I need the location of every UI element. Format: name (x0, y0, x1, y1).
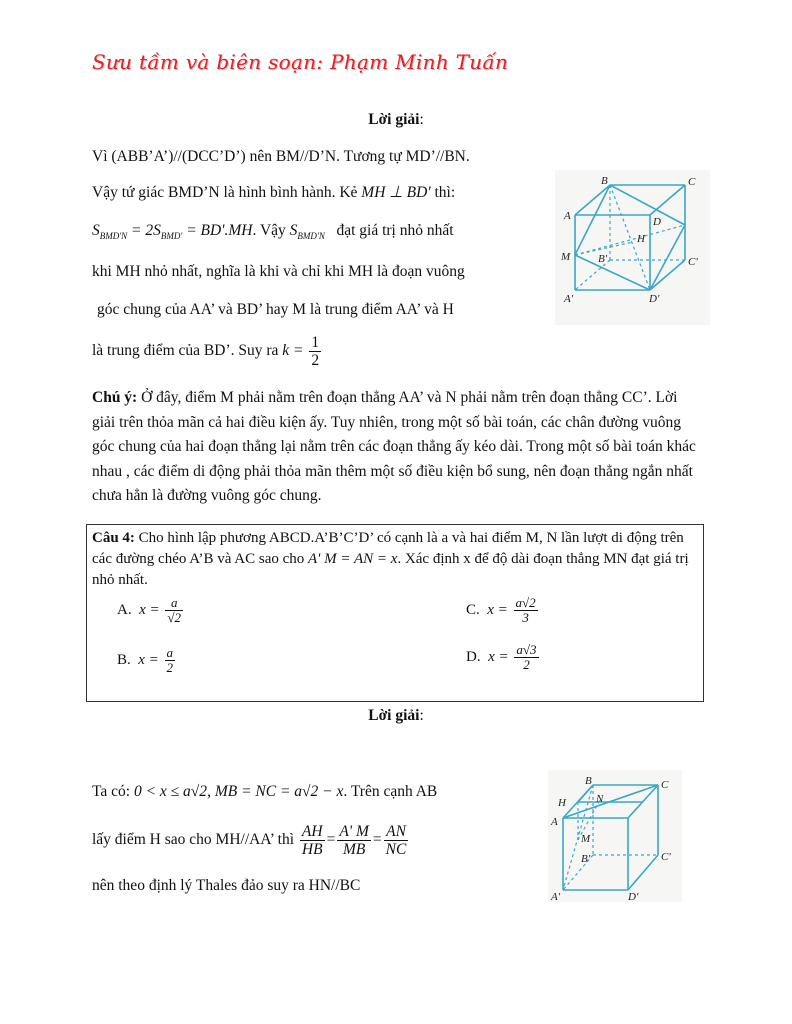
choice-lhs: x = (487, 601, 508, 618)
cube-diagram-1 (555, 170, 710, 325)
vertex-label: B' (598, 253, 608, 265)
solution-title-text: Lời giải (368, 707, 420, 724)
area-expression (92, 222, 252, 239)
vertex-label: D' (649, 293, 660, 305)
question-condition: A' M = AN = x (308, 551, 398, 567)
vertex-label: H (637, 233, 645, 245)
solution1-line5: góc chung của AA’ và BD’ hay M là trung điểm AA’ và H (97, 301, 454, 318)
choice-fraction (165, 596, 183, 625)
choice-letter: D. (466, 648, 481, 665)
vertex-label: M (561, 251, 571, 263)
solution1-line2-text: Vậy tứ giác BMD’N là hình bình hành. Kẻ (92, 184, 358, 201)
solution-title-1 (0, 110, 792, 130)
fraction-numerator: A' M (339, 822, 369, 840)
choice-c[interactable] (466, 596, 540, 625)
area-product: = BD'.MH (186, 222, 253, 239)
note-label: Chú ý: (92, 389, 138, 406)
solution1-line3-text: . Vậy (252, 222, 286, 239)
fraction-numerator: 1 (311, 334, 320, 351)
area-symbol: S (92, 222, 100, 239)
solution-title-colon: : (419, 707, 424, 724)
solution1-line6-text: là trung điểm của BD’. Suy ra (92, 342, 279, 360)
vertex-label: A' (551, 891, 561, 902)
question-label: Câu 4: (92, 530, 135, 546)
vertex-label: B (585, 775, 592, 787)
fraction-numerator: a√3 (516, 642, 537, 657)
solution2-line1-text: Ta có: (92, 783, 131, 800)
comma: , (207, 783, 211, 800)
vertex-label: H (558, 797, 566, 809)
vertex-label: C' (688, 256, 698, 268)
solution1-line2-end: thì: (434, 184, 456, 201)
vertex-label: C' (661, 851, 671, 863)
perpendicular-expression: MH ⊥ BD' (361, 184, 431, 201)
equals-sign: = (326, 831, 336, 848)
area-subscript: BMD'N (99, 231, 128, 241)
choice-letter: C. (466, 601, 480, 618)
choice-fraction (165, 646, 176, 675)
fraction-denominator: HB (301, 840, 323, 858)
fraction-numerator: AN (384, 823, 409, 841)
choice-a[interactable] (117, 596, 185, 625)
solution-title-2 (0, 706, 792, 726)
choice-lhs: x = (139, 601, 160, 618)
area-subscript: BMD'N (297, 231, 325, 241)
fraction-denominator: MB (342, 840, 366, 858)
area-symbol: S (289, 222, 298, 239)
question-text: Cho hình lập phương ABCD.A’B’C’D’ có cạnh là a và hai điểm M, N lần lượt di động trên các đường chéo A’B và AC sao cho (92, 530, 684, 567)
k-variable: k = (282, 342, 304, 360)
choice-fraction (514, 596, 538, 625)
fraction-denominator: 2 (166, 660, 174, 675)
mb-nc-expression: MB = NC = a√2 − x (214, 783, 344, 800)
cube-figure-2 (548, 770, 682, 902)
fraction-numerator: a (165, 596, 183, 611)
area-equality: = 2S (131, 222, 161, 239)
vertex-label: B' (581, 853, 591, 865)
vertex-label: D' (628, 891, 639, 902)
solution2-line1-end: . Trên cạnh AB (343, 783, 438, 800)
ratio-an-nc (384, 823, 409, 858)
author-signature: Sưu tầm và biên soạn: Phạm Minh Tuấn (92, 50, 509, 74)
fraction-denominator: 3 (522, 610, 529, 625)
solution1-line1: Vì (ABB’A’)//(DCC’D’) nên BM//D’N. Tương tự MD’//BN. (92, 148, 470, 165)
choice-d[interactable] (466, 643, 541, 672)
choice-b[interactable] (117, 646, 177, 675)
vertex-label: A (551, 816, 558, 828)
fraction-numerator: a (166, 645, 174, 660)
solution1-line4: khi MH nhỏ nhất, nghĩa là khi và chỉ khi MH là đoạn vuông (92, 263, 465, 280)
note-paragraph (92, 386, 704, 509)
question-4-text (92, 528, 702, 591)
solution-title-colon: : (419, 111, 424, 128)
solution2-line2 (92, 822, 410, 858)
cube-figure-1 (555, 170, 710, 325)
solution1-line3 (92, 221, 454, 246)
fraction-denominator: NC (385, 840, 407, 858)
choice-fraction (514, 643, 538, 672)
one-half-fraction (309, 334, 321, 369)
area-subscript: BMD' (160, 231, 183, 241)
vertex-label: C (661, 779, 669, 791)
choice-letter: B. (117, 651, 131, 668)
solution1-line6 (92, 334, 323, 369)
cube-diagram-2 (548, 770, 682, 902)
fraction-denominator: 2 (311, 352, 320, 369)
fraction-numerator: a√2 (515, 595, 536, 610)
solution1-line2 (92, 183, 455, 203)
note-text: Ở đây, điểm M phải nằm trên đoạn thẳng AA’ và N phải nằm trên đoạn thẳng CC’. Lời giải trên thỏa mãn cả hai điều kiện ấy. Tuy nhiên, trong một số bài toán, các chân đường vuông góc chung của hai đoạn thẳng lại nằm trên các đoạn thẳng ấy kéo dài. Trong một số bài toán khác nhau , các điểm di động phải thỏa mãn thêm một số điều kiện bổ sung, nên đoạn thẳng ngắn nhất chưa hẳn là đường vuông góc chung. (92, 389, 696, 504)
vertex-label: M (581, 833, 591, 845)
equals-sign: = (372, 831, 382, 848)
solution1-line3-end: đạt giá trị nhỏ nhất (336, 222, 454, 239)
choice-lhs: x = (138, 651, 159, 668)
choice-lhs: x = (488, 648, 509, 665)
question-text-end: . Xác định x để độ dài đoạn thẳng MN đạt giá trị nhỏ nhất. (92, 551, 689, 588)
vertex-label: A' (564, 293, 574, 305)
vertex-label: N (596, 793, 604, 805)
fraction-numerator: AH (301, 822, 323, 840)
vertex-label: B (601, 175, 608, 187)
vertex-label: A (564, 210, 571, 222)
solution2-line1 (92, 782, 437, 802)
ratio-ah-hb (300, 823, 325, 858)
vertex-label: C (688, 176, 696, 188)
ratio-am-mb (337, 823, 371, 858)
fraction-denominator: √2 (167, 610, 182, 625)
fraction-denominator: 2 (523, 657, 530, 672)
vertex-label: D (653, 216, 661, 228)
solution2-line2-text: lấy điểm H sao cho MH//AA’ thì (92, 831, 295, 848)
x-range-expression: 0 < x ≤ a√2 (133, 783, 208, 800)
choice-letter: A. (117, 601, 132, 618)
solution-title-text: Lời giải (368, 111, 420, 128)
solution2-line3: nên theo định lý Thales đảo suy ra HN//BC (92, 877, 361, 894)
